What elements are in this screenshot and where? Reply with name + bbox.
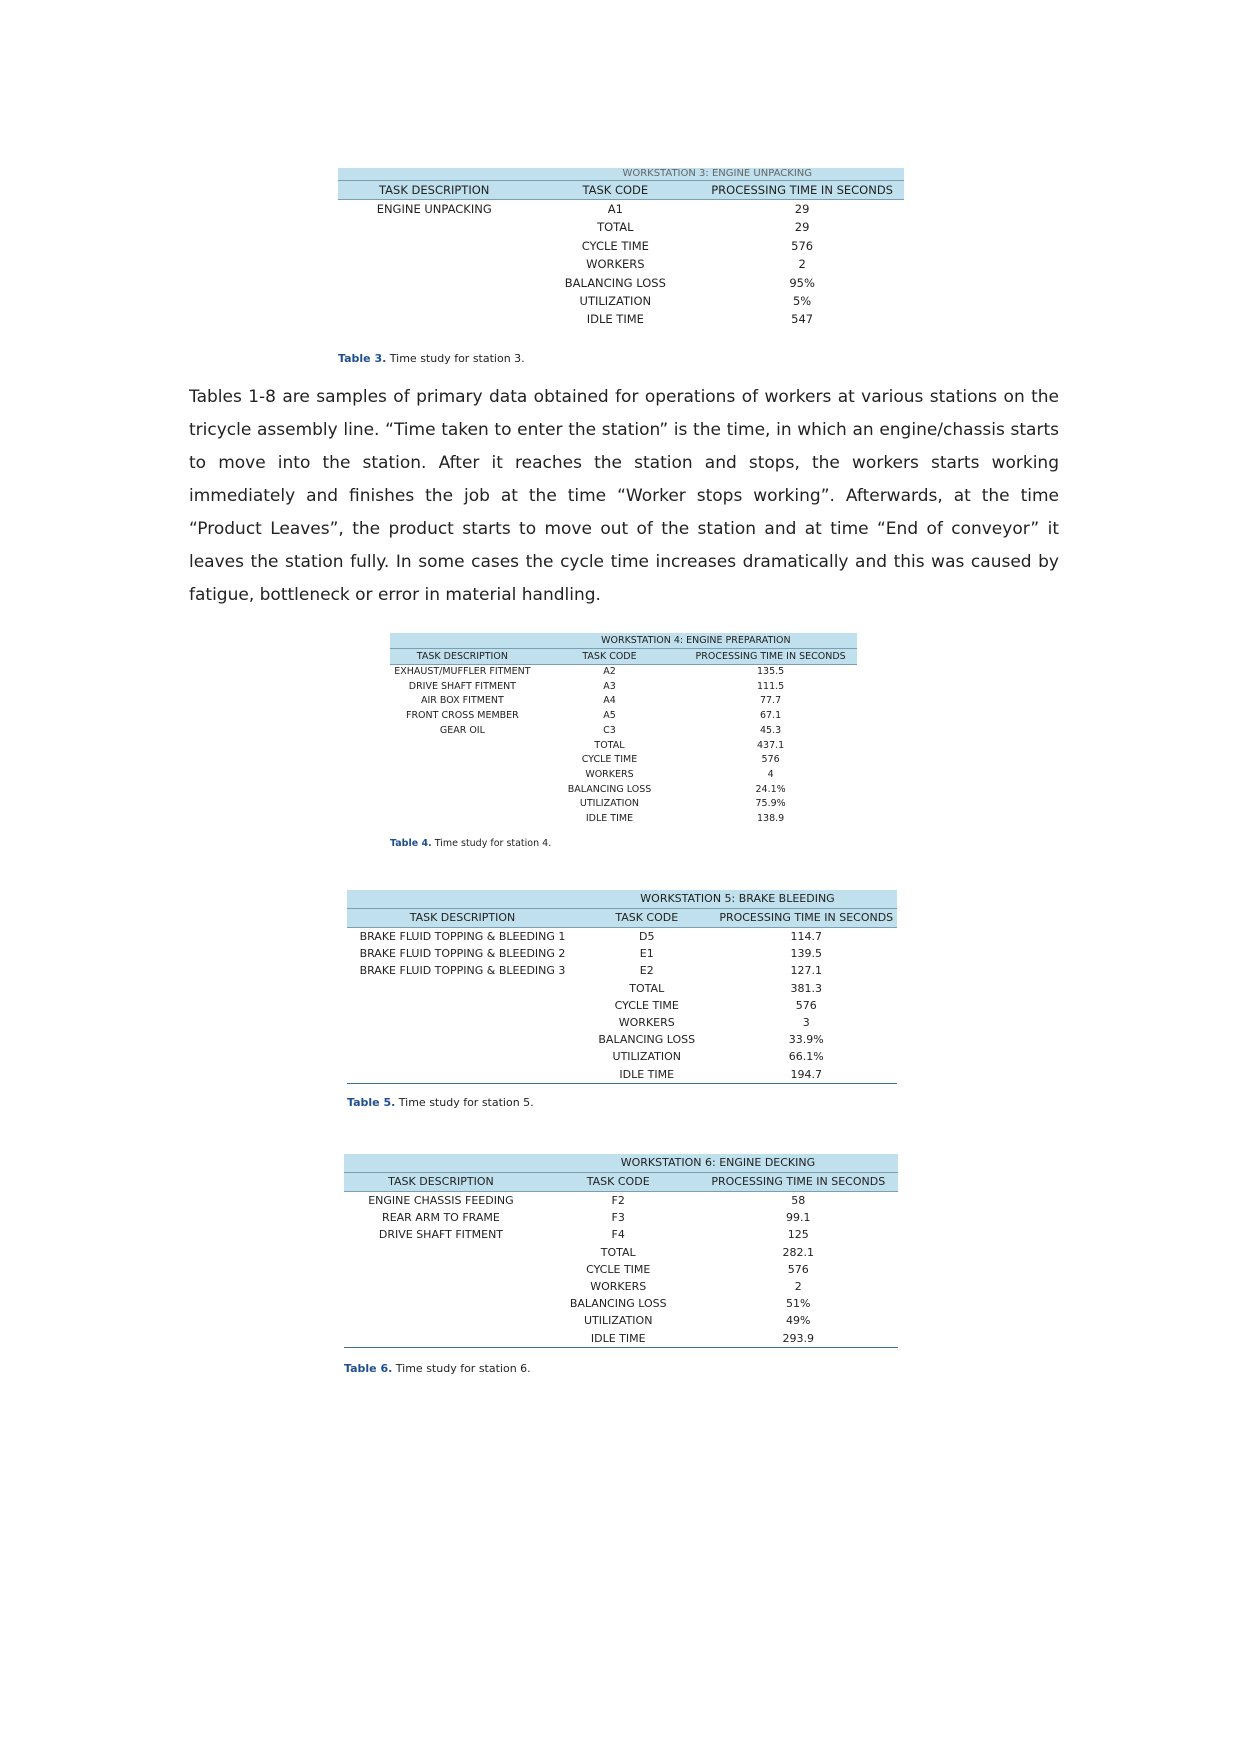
table-cell: BALANCING LOSS — [567, 783, 652, 795]
table-cell: CYCLE TIME — [614, 998, 679, 1012]
table-row — [338, 310, 904, 328]
table-header-row — [390, 649, 857, 665]
column-header: TASK DESCRIPTION — [347, 909, 578, 928]
table-cell: 99.1 — [786, 1211, 811, 1225]
table-cell — [347, 980, 578, 997]
table-title: WORKSTATION 6: ENGINE DECKING — [538, 1154, 898, 1173]
table-cell: CYCLE TIME — [586, 1262, 651, 1276]
table-cell: IDLE TIME — [585, 813, 634, 825]
table-cell — [338, 310, 530, 328]
table-row — [344, 1209, 898, 1226]
table-row — [344, 1312, 898, 1329]
table-cell: 381.3 — [790, 981, 822, 995]
table-cell: EXHAUST/MUFFLER FITMENT — [394, 666, 531, 677]
table-cell: UTILIZATION — [579, 798, 640, 810]
table-cell — [390, 753, 535, 768]
time-study-table — [347, 890, 897, 1084]
table-row — [344, 1226, 898, 1243]
table-cell: 24.1% — [755, 783, 786, 795]
column-header: TASK CODE — [578, 909, 716, 928]
table-cell: 67.1 — [760, 710, 782, 722]
caption-text: Time study for station 6. — [392, 1362, 531, 1375]
caption-text: Time study for station 3. — [386, 352, 525, 365]
table-cell: C3 — [603, 724, 616, 736]
table-row — [347, 980, 897, 997]
table-row — [390, 724, 857, 739]
table-station-3 — [338, 168, 904, 329]
table-title-spacer — [338, 168, 530, 181]
table-cell: 77.7 — [760, 695, 782, 707]
table-cell: E2 — [639, 964, 654, 978]
table-row — [390, 665, 857, 680]
caption-label: Table 6. — [344, 1362, 393, 1375]
table-cell: ENGINE UNPACKING — [376, 202, 492, 216]
table-cell: A4 — [603, 695, 616, 707]
table-cell — [344, 1330, 538, 1348]
table-cell: 95% — [789, 275, 815, 290]
table-header-row — [347, 909, 897, 928]
column-header: TASK CODE — [538, 1173, 699, 1192]
table-row — [344, 1244, 898, 1261]
table-cell: BALANCING LOSS — [598, 1033, 696, 1047]
table-caption — [338, 352, 525, 365]
table-row — [390, 812, 857, 827]
table-cell: 4 — [767, 768, 774, 780]
table-title-spacer — [390, 633, 535, 649]
table-cell — [344, 1261, 538, 1278]
table-title-row — [344, 1154, 898, 1173]
table-cell — [338, 237, 530, 255]
table-row — [338, 274, 904, 292]
table-cell: A3 — [603, 680, 616, 692]
column-header: PROCESSING TIME IN SECONDS — [716, 909, 898, 928]
table-row — [347, 997, 897, 1014]
table-row — [347, 1031, 897, 1048]
table-cell — [390, 768, 535, 783]
table-cell: BRAKE FLUID TOPPING & BLEEDING 3 — [359, 964, 566, 978]
table-cell: 576 — [761, 754, 780, 766]
table-cell: ENGINE CHASSIS FEEDING — [368, 1194, 514, 1207]
table-cell: 2 — [794, 1280, 802, 1294]
time-study-table — [344, 1154, 898, 1348]
table-station-5 — [347, 890, 897, 1084]
table-cell: 138.9 — [757, 813, 785, 825]
table-header-row — [338, 181, 904, 200]
table-row — [344, 1278, 898, 1295]
column-header: TASK DESCRIPTION — [390, 649, 535, 665]
table-title: WORKSTATION 3: ENGINE UNPACKING — [530, 168, 904, 181]
caption-label: Table 5. — [347, 1096, 396, 1109]
table-title: WORKSTATION 4: ENGINE PREPARATION — [535, 633, 857, 649]
table-cell: WORKERS — [618, 1016, 675, 1030]
table-cell: 3 — [802, 1016, 810, 1030]
table-title-row — [338, 168, 904, 181]
table-cell: 5% — [792, 294, 812, 309]
table-cell: IDLE TIME — [538, 1330, 699, 1348]
table-row — [390, 768, 857, 783]
table-cell — [390, 739, 535, 754]
table-cell: 2 — [798, 257, 806, 272]
table-cell: 576 — [787, 1262, 809, 1276]
table-cell: 51% — [786, 1297, 811, 1311]
column-header: TASK CODE — [535, 649, 684, 665]
table-cell: 29 — [794, 220, 810, 235]
table-cell: BALANCING LOSS — [564, 275, 666, 290]
table-caption — [344, 1362, 531, 1375]
table-station-4 — [390, 633, 857, 827]
table-cell: 29 — [794, 202, 810, 216]
table-cell — [390, 797, 535, 812]
table-row — [347, 962, 897, 979]
table-cell: BRAKE FLUID TOPPING & BLEEDING 1 — [359, 930, 566, 943]
caption-label: Table 3. — [338, 352, 387, 365]
table-cell: FRONT CROSS MEMBER — [405, 710, 519, 722]
table-row — [390, 709, 857, 724]
table-caption — [347, 1096, 534, 1109]
table-cell — [390, 783, 535, 798]
caption-text: Time study for station 5. — [395, 1096, 534, 1109]
table-cell: DRIVE SHAFT FITMENT — [408, 680, 516, 692]
table-cell: GEAR OIL — [439, 724, 485, 736]
table-cell: F4 — [611, 1228, 625, 1242]
table-cell — [338, 218, 530, 236]
table-cell: AIR BOX FITMENT — [420, 695, 504, 707]
body-paragraph: Tables 1-8 are samples of primary data obtained for operations of workers at various stations on the tricycle assembly line. “Time taken to enter the station” is the time, in which an engine/chassis starts to move into the station. After it reaches the station and stops, the workers starts working immediately and finishes the job at the time “Worker stops working”. Afterwards, at the time “Product Leaves”, the product starts to move out of the station and at time “End of conveyor” it leaves the station fully. In some cases the cycle time increases dramatically and this was caused by fatigue, bottleneck or error in material handling. — [189, 387, 1059, 605]
table-cell: 135.5 — [757, 666, 785, 677]
table-cell: TOTAL — [597, 220, 634, 235]
table-row — [344, 1192, 898, 1210]
table-row — [338, 218, 904, 236]
table-cell: 576 — [791, 238, 814, 253]
table-row — [347, 928, 897, 946]
table-row — [347, 1014, 897, 1031]
table-cell: IDLE TIME — [586, 312, 644, 327]
table-cell: A1 — [607, 202, 623, 216]
table-cell — [344, 1244, 538, 1261]
column-header: TASK DESCRIPTION — [338, 181, 530, 200]
table-row — [344, 1261, 898, 1278]
table-row — [390, 783, 857, 798]
table-cell: F2 — [611, 1194, 625, 1207]
table-cell: D5 — [639, 930, 655, 943]
table-row — [344, 1295, 898, 1312]
table-cell: BRAKE FLUID TOPPING & BLEEDING 2 — [359, 947, 566, 961]
table-cell: TOTAL — [594, 739, 625, 751]
table-cell: E1 — [639, 947, 654, 961]
caption-label: Table 4. — [390, 838, 432, 849]
table-row — [347, 1048, 897, 1065]
table-row — [344, 1330, 898, 1348]
table-cell: TOTAL — [629, 981, 665, 995]
table-cell: 58 — [791, 1194, 806, 1207]
table-cell: 293.9 — [699, 1330, 898, 1348]
table-cell: UTILIZATION — [579, 294, 652, 309]
table-cell: CYCLE TIME — [581, 754, 638, 766]
table-row — [347, 1066, 897, 1084]
table-cell: UTILIZATION — [612, 1050, 681, 1064]
table-cell: 125 — [787, 1228, 809, 1242]
table-cell: 194.7 — [716, 1066, 898, 1084]
table-title: WORKSTATION 5: BRAKE BLEEDING — [578, 890, 897, 909]
table-row — [390, 797, 857, 812]
table-station-6 — [344, 1154, 898, 1348]
table-cell: WORKERS — [590, 1280, 647, 1294]
table-title-row — [390, 633, 857, 649]
table-cell: 33.9% — [788, 1033, 824, 1047]
caption-text: Time study for station 4. — [431, 838, 552, 849]
table-row — [390, 680, 857, 695]
table-row — [347, 945, 897, 962]
table-cell: WORKERS — [585, 768, 634, 780]
table-cell: 66.1% — [788, 1050, 824, 1064]
table-cell — [338, 292, 530, 310]
table-cell — [344, 1295, 538, 1312]
table-cell: IDLE TIME — [578, 1066, 716, 1084]
table-cell — [347, 997, 578, 1014]
table-title-spacer — [344, 1154, 538, 1173]
table-cell: 139.5 — [790, 947, 822, 961]
table-cell: F3 — [611, 1211, 625, 1225]
table-title-spacer — [347, 890, 578, 909]
table-caption — [390, 838, 551, 849]
table-cell: 437.1 — [757, 739, 785, 751]
table-cell: UTILIZATION — [583, 1314, 653, 1328]
table-row — [390, 753, 857, 768]
table-cell: 127.1 — [790, 964, 822, 978]
table-title-row — [347, 890, 897, 909]
table-cell — [347, 1031, 578, 1048]
table-cell — [344, 1312, 538, 1329]
table-cell — [347, 1066, 578, 1084]
table-row — [338, 255, 904, 273]
table-row — [338, 292, 904, 310]
table-cell: BALANCING LOSS — [569, 1297, 667, 1311]
table-cell: REAR ARM TO FRAME — [382, 1211, 500, 1225]
column-header: TASK DESCRIPTION — [344, 1173, 538, 1192]
table-cell — [347, 1048, 578, 1065]
time-study-table — [338, 168, 904, 329]
table-cell: 282.1 — [782, 1245, 815, 1259]
table-cell: TOTAL — [600, 1245, 636, 1259]
table-row — [338, 237, 904, 255]
table-header-row — [344, 1173, 898, 1192]
table-row — [338, 200, 904, 219]
column-header: TASK CODE — [530, 181, 700, 200]
table-cell: 114.7 — [790, 930, 822, 943]
table-cell: WORKERS — [586, 257, 645, 272]
table-cell: A2 — [603, 666, 616, 677]
table-cell — [347, 1014, 578, 1031]
column-header: PROCESSING TIME IN SECONDS — [684, 649, 857, 665]
table-cell: 49% — [786, 1314, 811, 1328]
table-cell: 111.5 — [757, 680, 785, 692]
column-header: PROCESSING TIME IN SECONDS — [699, 1173, 898, 1192]
table-cell — [344, 1278, 538, 1295]
table-cell — [338, 255, 530, 273]
table-cell: CYCLE TIME — [581, 238, 649, 253]
table-cell — [338, 274, 530, 292]
table-row — [390, 694, 857, 709]
table-cell: 576 — [795, 998, 817, 1012]
table-cell: 75.9% — [755, 798, 786, 810]
table-cell: 547 — [791, 312, 814, 327]
table-row — [390, 739, 857, 754]
table-cell: 45.3 — [760, 724, 782, 736]
table-cell — [390, 812, 535, 827]
table-cell: DRIVE SHAFT FITMENT — [378, 1228, 504, 1242]
column-header: PROCESSING TIME IN SECONDS — [700, 181, 904, 200]
time-study-table — [390, 633, 857, 827]
table-cell: A5 — [603, 710, 616, 722]
